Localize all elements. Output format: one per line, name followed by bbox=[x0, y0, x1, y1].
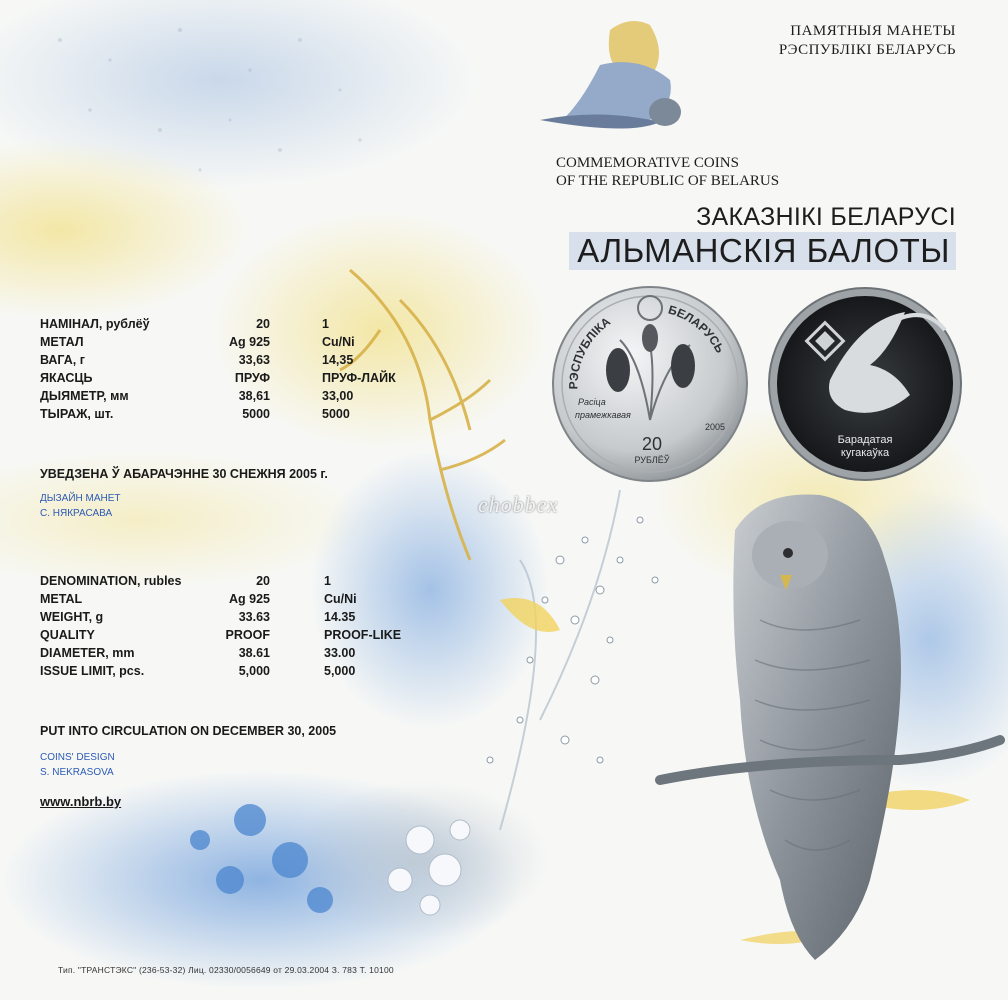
design-credit-belarusian bbox=[40, 491, 121, 521]
series-title: ЗАКАЗНІКІ БЕЛАРУСІ bbox=[696, 203, 956, 231]
spec-silver: ПРУФ bbox=[234, 371, 270, 385]
spec-silver: 33.63 bbox=[238, 610, 270, 624]
spec-label: ВАГА, г bbox=[40, 353, 85, 367]
website-link[interactable]: www.nbrb.by bbox=[40, 794, 122, 809]
spec-cuni: 5000 bbox=[322, 407, 350, 421]
spec-silver: 5000 bbox=[242, 407, 270, 421]
header-by-line2: РЭСПУБЛІКІ БЕЛАРУСЬ bbox=[778, 42, 956, 58]
coin-plant-name-1: Расіца bbox=[578, 397, 606, 407]
table-row bbox=[40, 351, 432, 369]
spec-silver: 5,000 bbox=[238, 664, 270, 678]
spec-cuni: 5,000 bbox=[324, 664, 356, 678]
header-by-line1: ПАМЯТНЫЯ МАНЕТЫ bbox=[790, 23, 956, 39]
designer-name: S. NEKRASOVA bbox=[40, 767, 114, 778]
table-row bbox=[40, 369, 432, 387]
printer-imprint: Тип. "ТРАНСТЭКС" (236-53-32) Лиц. 02330/0056649 от 29.03.2004 З. 783 Т. 10100 bbox=[58, 965, 394, 975]
spec-label: ISSUE LIMIT, pcs. bbox=[40, 664, 145, 678]
circulation-date-english: PUT INTO CIRCULATION ON DECEMBER 30, 2005 bbox=[40, 724, 337, 738]
table-row bbox=[40, 333, 432, 351]
coin-unit: РУБЛЁЎ bbox=[634, 455, 670, 465]
spec-silver: 38,61 bbox=[238, 389, 270, 403]
specs-table-english bbox=[40, 572, 434, 680]
spec-cuni: 1 bbox=[324, 574, 331, 588]
spec-cuni: Cu/Ni bbox=[322, 335, 355, 349]
design-credit-english bbox=[40, 750, 115, 780]
spec-label: DIAMETER, mm bbox=[40, 646, 135, 660]
spec-silver: Ag 925 bbox=[229, 592, 270, 606]
design-label: ДЫЗАЙН МАНЕТ bbox=[40, 493, 121, 504]
table-row bbox=[40, 590, 434, 608]
spec-cuni: 14.35 bbox=[324, 610, 356, 624]
table-row bbox=[40, 608, 434, 626]
table-row bbox=[40, 387, 432, 405]
coin-plant-name-2: прамежкавая bbox=[575, 410, 631, 420]
spec-label: ДЫЯМЕТР, мм bbox=[40, 389, 129, 403]
table-row bbox=[40, 644, 434, 662]
spec-silver: Ag 925 bbox=[229, 335, 270, 349]
table-row bbox=[40, 662, 434, 680]
coin-reverse bbox=[769, 288, 961, 480]
watermark: ehobbex bbox=[478, 492, 559, 517]
spec-silver: PROOF bbox=[225, 628, 270, 642]
designer-name: С. НЯКРАСАВА bbox=[40, 508, 113, 519]
spec-label: WEIGHT, g bbox=[40, 610, 104, 624]
circulation-date-belarusian: УВЕДЗЕНА Ў АБАРАЧЭННЕ 30 СНЕЖНЯ 2005 г. bbox=[40, 467, 328, 481]
coin-legend-left: РЭСПУБЛІКА bbox=[566, 314, 614, 390]
coin-label-1: Барадатая bbox=[837, 434, 893, 446]
spec-silver: 38.61 bbox=[238, 646, 270, 660]
table-row bbox=[40, 626, 434, 644]
spec-silver: 20 bbox=[256, 574, 270, 588]
spec-label: МЕТАЛ bbox=[40, 335, 84, 349]
spec-label: ТЫРАЖ, шт. bbox=[40, 407, 114, 421]
specs-table-belarusian bbox=[40, 315, 432, 423]
spec-cuni: ПРУФ-ЛАЙК bbox=[322, 371, 396, 385]
spec-label: DENOMINATION, rubles bbox=[40, 574, 182, 588]
spec-label: METAL bbox=[40, 592, 83, 606]
spec-cuni: PROOF-LIKE bbox=[324, 628, 402, 642]
spec-cuni: 33.00 bbox=[324, 646, 356, 660]
spec-silver: 33,63 bbox=[238, 353, 270, 367]
spec-label: ЯКАСЦЬ bbox=[40, 371, 93, 385]
header-belarusian bbox=[779, 22, 956, 60]
spec-silver: 20 bbox=[256, 317, 270, 331]
header-en-line1: COMMEMORATIVE COINS bbox=[556, 155, 739, 171]
spec-cuni: 33,00 bbox=[322, 389, 354, 403]
spec-label: НАМІНАЛ, рублёў bbox=[40, 317, 150, 331]
header-english bbox=[556, 154, 779, 190]
coin-obverse bbox=[553, 287, 747, 481]
coin-label-2: кугакаўка bbox=[840, 447, 890, 459]
spec-label: QUALITY bbox=[40, 628, 95, 642]
design-label: COINS' DESIGN bbox=[40, 752, 115, 763]
coin-set-title: АЛЬМАНСКІЯ БАЛОТЫ bbox=[569, 232, 956, 270]
coin-legend-right: БЕЛАРУСЬ bbox=[666, 302, 728, 356]
spec-cuni: 14,35 bbox=[322, 353, 354, 367]
spec-cuni: 1 bbox=[322, 317, 329, 331]
table-row bbox=[40, 315, 432, 333]
header-en-line2: OF THE REPUBLIC OF BELARUS bbox=[556, 173, 780, 189]
table-row bbox=[40, 405, 432, 423]
table-row bbox=[40, 572, 434, 590]
spec-cuni: Cu/Ni bbox=[324, 592, 357, 606]
coin-year: 2005 bbox=[705, 422, 726, 432]
coin-value: 20 bbox=[641, 434, 663, 454]
